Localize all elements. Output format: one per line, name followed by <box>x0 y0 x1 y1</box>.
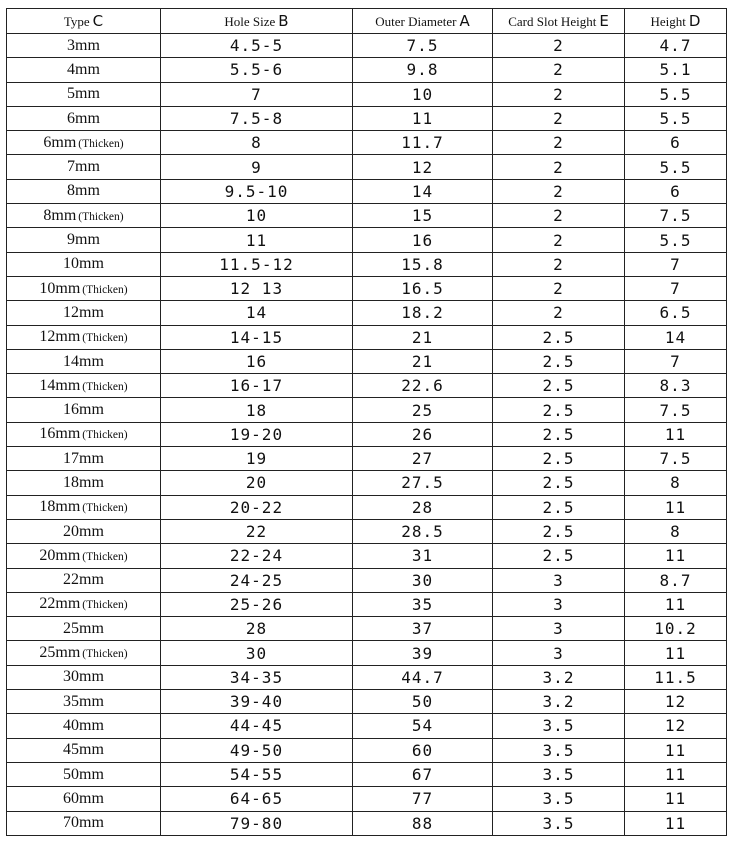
thicken-note: (Thicken) <box>82 332 128 345</box>
type-value: 9mm <box>67 231 100 249</box>
cell-card-slot-height: 2.5 <box>493 544 625 568</box>
cell-hole-size: 5.5-6 <box>161 58 353 82</box>
cell-outer-diameter: 12 <box>353 155 493 179</box>
cell-hole-size: 14-15 <box>161 325 353 349</box>
table-row <box>7 665 727 689</box>
cell-card-slot-height: 2 <box>493 58 625 82</box>
header-card-slot-height-label: Card Slot Height <box>508 14 597 29</box>
cell-type <box>7 568 161 592</box>
cell-outer-diameter: 25 <box>353 398 493 422</box>
cell-hole-size: 54-55 <box>161 762 353 786</box>
table-row <box>7 374 727 398</box>
cell-card-slot-height: 3.5 <box>493 787 625 811</box>
cell-outer-diameter: 54 <box>353 714 493 738</box>
thicken-note: (Thicken) <box>82 429 128 442</box>
cell-hole-size: 20 <box>161 471 353 495</box>
header-type-label: Type <box>63 14 90 29</box>
cell-type <box>7 471 161 495</box>
cell-hole-size: 34-35 <box>161 665 353 689</box>
cell-type <box>7 131 161 155</box>
thicken-note: (Thicken) <box>82 599 128 612</box>
cell-hole-size: 24-25 <box>161 568 353 592</box>
type-value: 20mm <box>39 546 81 564</box>
cell-height: 7 <box>625 276 727 300</box>
type-value: 17mm <box>63 449 104 467</box>
cell-hole-size: 12 13 <box>161 276 353 300</box>
cell-hole-size: 9 <box>161 155 353 179</box>
cell-outer-diameter: 26 <box>353 422 493 446</box>
cell-outer-diameter: 77 <box>353 787 493 811</box>
cell-height: 7.5 <box>625 398 727 422</box>
cell-height: 14 <box>625 325 727 349</box>
type-value: 3mm <box>67 36 100 54</box>
cell-hole-size: 64-65 <box>161 787 353 811</box>
type-value: 4mm <box>67 60 100 78</box>
cell-hole-size: 28 <box>161 617 353 641</box>
cell-card-slot-height: 2 <box>493 252 625 276</box>
table-row <box>7 325 727 349</box>
cell-height: 7 <box>625 252 727 276</box>
cell-card-slot-height: 3.5 <box>493 811 625 835</box>
type-value: 6mm <box>43 133 77 151</box>
cell-card-slot-height: 2 <box>493 228 625 252</box>
cell-hole-size: 22 <box>161 519 353 543</box>
cell-outer-diameter: 16 <box>353 228 493 252</box>
table-row <box>7 787 727 811</box>
cell-outer-diameter: 60 <box>353 738 493 762</box>
table-row <box>7 714 727 738</box>
cell-type <box>7 204 161 228</box>
cell-outer-diameter: 28.5 <box>353 519 493 543</box>
cell-height: 5.5 <box>625 228 727 252</box>
cell-type <box>7 58 161 82</box>
cell-hole-size: 22-24 <box>161 544 353 568</box>
cell-height: 8 <box>625 519 727 543</box>
cell-height: 11 <box>625 422 727 446</box>
table-row <box>7 641 727 665</box>
cell-height: 12 <box>625 690 727 714</box>
header-card-slot-height-letter: E <box>599 12 609 30</box>
cell-outer-diameter: 67 <box>353 762 493 786</box>
table-row <box>7 349 727 373</box>
cell-card-slot-height: 2.5 <box>493 374 625 398</box>
cell-outer-diameter: 31 <box>353 544 493 568</box>
cell-type <box>7 325 161 349</box>
cell-outer-diameter: 39 <box>353 641 493 665</box>
header-height <box>625 9 727 34</box>
cell-type <box>7 811 161 835</box>
cell-hole-size: 16 <box>161 349 353 373</box>
type-value: 35mm <box>63 692 104 710</box>
header-height-label: Height <box>650 14 686 29</box>
type-value: 60mm <box>63 789 104 807</box>
cell-height: 8.3 <box>625 374 727 398</box>
table-row <box>7 82 727 106</box>
cell-outer-diameter: 21 <box>353 349 493 373</box>
type-value: 30mm <box>63 668 104 686</box>
cell-type <box>7 519 161 543</box>
type-value: 50mm <box>63 765 104 783</box>
table-row <box>7 155 727 179</box>
cell-height: 8.7 <box>625 568 727 592</box>
cell-hole-size: 39-40 <box>161 690 353 714</box>
cell-height: 11 <box>625 592 727 616</box>
cell-hole-size: 30 <box>161 641 353 665</box>
cell-outer-diameter: 15 <box>353 204 493 228</box>
cell-card-slot-height: 2.5 <box>493 349 625 373</box>
table-row <box>7 252 727 276</box>
cell-hole-size: 44-45 <box>161 714 353 738</box>
cell-card-slot-height: 3 <box>493 617 625 641</box>
table-row <box>7 544 727 568</box>
cell-card-slot-height: 2 <box>493 131 625 155</box>
header-type <box>7 9 161 34</box>
type-value: 25mm <box>63 619 104 637</box>
header-row <box>7 9 727 34</box>
table-row <box>7 811 727 835</box>
cell-outer-diameter: 27.5 <box>353 471 493 495</box>
cell-outer-diameter: 18.2 <box>353 301 493 325</box>
type-value: 12mm <box>63 303 104 321</box>
cell-type <box>7 155 161 179</box>
cell-card-slot-height: 2 <box>493 155 625 179</box>
cell-card-slot-height: 3 <box>493 592 625 616</box>
cell-hole-size: 18 <box>161 398 353 422</box>
cell-card-slot-height: 2 <box>493 179 625 203</box>
thicken-note: (Thicken) <box>78 210 124 223</box>
cell-type <box>7 349 161 373</box>
cell-height: 10.2 <box>625 617 727 641</box>
cell-hole-size: 7.5-8 <box>161 106 353 130</box>
cell-height: 11 <box>625 544 727 568</box>
cell-type <box>7 690 161 714</box>
cell-outer-diameter: 9.8 <box>353 58 493 82</box>
cell-hole-size: 20-22 <box>161 495 353 519</box>
cell-card-slot-height: 3.5 <box>493 738 625 762</box>
cell-hole-size: 11 <box>161 228 353 252</box>
cell-type <box>7 447 161 471</box>
type-value: 18mm <box>39 498 81 516</box>
cell-type <box>7 665 161 689</box>
cell-type <box>7 106 161 130</box>
table-row <box>7 617 727 641</box>
table-row <box>7 568 727 592</box>
cell-hole-size: 7 <box>161 82 353 106</box>
cell-hole-size: 16-17 <box>161 374 353 398</box>
header-outer-diameter-label: Outer Diameter <box>375 14 457 29</box>
cell-outer-diameter: 22.6 <box>353 374 493 398</box>
type-value: 6mm <box>67 109 100 127</box>
type-value: 22mm <box>63 571 104 589</box>
cell-height: 5.1 <box>625 58 727 82</box>
cell-outer-diameter: 50 <box>353 690 493 714</box>
cell-card-slot-height: 3 <box>493 641 625 665</box>
cell-type <box>7 714 161 738</box>
table-row <box>7 276 727 300</box>
header-height-letter: D <box>688 12 701 30</box>
cell-hole-size: 14 <box>161 301 353 325</box>
header-card-slot-height <box>493 9 625 34</box>
cell-type <box>7 422 161 446</box>
cell-hole-size: 19 <box>161 447 353 471</box>
table-row <box>7 106 727 130</box>
table-row <box>7 179 727 203</box>
cell-card-slot-height: 3.2 <box>493 665 625 689</box>
cell-hole-size: 19-20 <box>161 422 353 446</box>
thicken-note: (Thicken) <box>82 648 128 661</box>
cell-hole-size: 4.5-5 <box>161 34 353 58</box>
cell-type <box>7 398 161 422</box>
table-header <box>7 9 727 34</box>
cell-outer-diameter: 14 <box>353 179 493 203</box>
cell-type <box>7 179 161 203</box>
cell-card-slot-height: 2.5 <box>493 471 625 495</box>
cell-height: 4.7 <box>625 34 727 58</box>
type-value: 5mm <box>67 85 100 103</box>
type-value: 14mm <box>63 352 104 370</box>
cell-outer-diameter: 10 <box>353 82 493 106</box>
cell-hole-size: 49-50 <box>161 738 353 762</box>
cell-height: 6 <box>625 179 727 203</box>
table-row <box>7 592 727 616</box>
type-value: 14mm <box>39 376 81 394</box>
cell-hole-size: 25-26 <box>161 592 353 616</box>
cell-height: 5.5 <box>625 106 727 130</box>
cell-outer-diameter: 16.5 <box>353 276 493 300</box>
cell-height: 8 <box>625 471 727 495</box>
cell-card-slot-height: 2 <box>493 276 625 300</box>
cell-type <box>7 617 161 641</box>
cell-outer-diameter: 27 <box>353 447 493 471</box>
thicken-note: (Thicken) <box>82 502 128 515</box>
cell-height: 11 <box>625 787 727 811</box>
cell-outer-diameter: 21 <box>353 325 493 349</box>
cell-card-slot-height: 2.5 <box>493 447 625 471</box>
header-hole-size-letter: B <box>278 12 289 30</box>
cell-type <box>7 252 161 276</box>
cell-type <box>7 82 161 106</box>
cell-hole-size: 8 <box>161 131 353 155</box>
thicken-note: (Thicken) <box>78 137 124 150</box>
table-row <box>7 471 727 495</box>
cell-hole-size: 79-80 <box>161 811 353 835</box>
cell-height: 7 <box>625 349 727 373</box>
cell-outer-diameter: 35 <box>353 592 493 616</box>
type-value: 22mm <box>39 595 81 613</box>
cell-outer-diameter: 30 <box>353 568 493 592</box>
cell-type <box>7 544 161 568</box>
thicken-note: (Thicken) <box>82 380 128 393</box>
type-value: 20mm <box>63 522 104 540</box>
cell-outer-diameter: 37 <box>353 617 493 641</box>
size-spec-table <box>6 8 727 836</box>
cell-type <box>7 276 161 300</box>
cell-height: 12 <box>625 714 727 738</box>
cell-card-slot-height: 2.5 <box>493 422 625 446</box>
cell-height: 5.5 <box>625 82 727 106</box>
cell-outer-diameter: 88 <box>353 811 493 835</box>
cell-card-slot-height: 2.5 <box>493 398 625 422</box>
cell-card-slot-height: 2 <box>493 82 625 106</box>
cell-type <box>7 374 161 398</box>
cell-card-slot-height: 2 <box>493 301 625 325</box>
header-hole-size-label: Hole Size <box>224 14 276 29</box>
table-row <box>7 58 727 82</box>
table-row <box>7 447 727 471</box>
cell-height: 7.5 <box>625 447 727 471</box>
type-value: 10mm <box>63 255 104 273</box>
cell-type <box>7 762 161 786</box>
cell-outer-diameter: 28 <box>353 495 493 519</box>
table-row <box>7 131 727 155</box>
cell-type <box>7 738 161 762</box>
cell-outer-diameter: 11 <box>353 106 493 130</box>
header-hole-size <box>161 9 353 34</box>
cell-height: 11 <box>625 641 727 665</box>
cell-outer-diameter: 7.5 <box>353 34 493 58</box>
table-row <box>7 495 727 519</box>
cell-card-slot-height: 2.5 <box>493 325 625 349</box>
type-value: 18mm <box>63 473 104 491</box>
type-value: 25mm <box>39 644 81 662</box>
type-value: 45mm <box>63 741 104 759</box>
cell-height: 6.5 <box>625 301 727 325</box>
cell-type <box>7 641 161 665</box>
cell-hole-size: 11.5-12 <box>161 252 353 276</box>
cell-height: 11 <box>625 811 727 835</box>
cell-card-slot-height: 3.5 <box>493 714 625 738</box>
table-row <box>7 690 727 714</box>
cell-card-slot-height: 2 <box>493 106 625 130</box>
thicken-note: (Thicken) <box>82 550 128 563</box>
cell-height: 11 <box>625 495 727 519</box>
cell-height: 11 <box>625 738 727 762</box>
type-value: 16mm <box>63 401 104 419</box>
cell-card-slot-height: 3.5 <box>493 762 625 786</box>
table-body <box>7 34 727 836</box>
cell-hole-size: 10 <box>161 204 353 228</box>
type-value: 10mm <box>39 279 81 297</box>
table-row <box>7 519 727 543</box>
cell-outer-diameter: 44.7 <box>353 665 493 689</box>
header-outer-diameter-letter: A <box>459 12 470 30</box>
cell-hole-size: 9.5-10 <box>161 179 353 203</box>
type-value: 12mm <box>39 328 81 346</box>
cell-outer-diameter: 11.7 <box>353 131 493 155</box>
table-row <box>7 34 727 58</box>
type-value: 8mm <box>67 182 100 200</box>
thicken-note: (Thicken) <box>82 283 128 296</box>
cell-height: 11.5 <box>625 665 727 689</box>
type-value: 8mm <box>43 206 77 224</box>
cell-card-slot-height: 2.5 <box>493 495 625 519</box>
cell-type <box>7 34 161 58</box>
cell-height: 7.5 <box>625 204 727 228</box>
cell-card-slot-height: 3 <box>493 568 625 592</box>
table-row <box>7 398 727 422</box>
type-value: 40mm <box>63 716 104 734</box>
table-row <box>7 738 727 762</box>
cell-type <box>7 495 161 519</box>
cell-type <box>7 592 161 616</box>
type-value: 70mm <box>63 814 104 832</box>
cell-height: 5.5 <box>625 155 727 179</box>
header-type-letter: C <box>92 12 104 30</box>
cell-type <box>7 787 161 811</box>
cell-card-slot-height: 3.2 <box>493 690 625 714</box>
table-row <box>7 422 727 446</box>
table-row <box>7 762 727 786</box>
type-value: 7mm <box>67 158 100 176</box>
cell-height: 6 <box>625 131 727 155</box>
table-row <box>7 228 727 252</box>
cell-type <box>7 228 161 252</box>
header-outer-diameter <box>353 9 493 34</box>
cell-height: 11 <box>625 762 727 786</box>
cell-card-slot-height: 2.5 <box>493 519 625 543</box>
cell-card-slot-height: 2 <box>493 34 625 58</box>
table-row <box>7 204 727 228</box>
table-row <box>7 301 727 325</box>
cell-card-slot-height: 2 <box>493 204 625 228</box>
cell-outer-diameter: 15.8 <box>353 252 493 276</box>
cell-type <box>7 301 161 325</box>
type-value: 16mm <box>39 425 81 443</box>
